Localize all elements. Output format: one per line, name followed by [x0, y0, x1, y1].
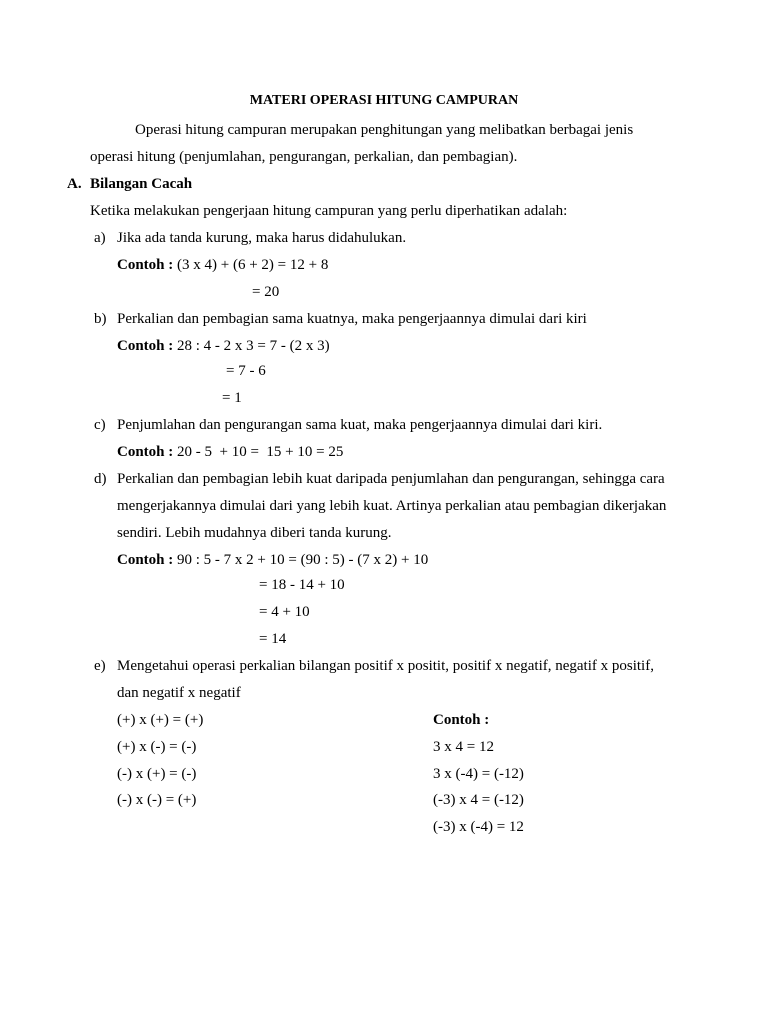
- item-a-example-2: = 20: [252, 284, 280, 300]
- item-b-marker: b): [94, 311, 107, 327]
- item-d-example-2: = 18 - 14 + 10: [259, 577, 345, 593]
- item-a-example: [117, 255, 328, 275]
- sign-rule: (+) x (-) = (-): [117, 739, 197, 755]
- item-d-line-2: mengerjakannya dimulai dari yang lebih kuat. Artinya perkalian atau pembagian dikerjakan: [117, 498, 667, 514]
- document-title: MATERI OPERASI HITUNG CAMPURAN: [249, 93, 519, 108]
- item-d-example: [117, 550, 428, 570]
- intro-line-1: Operasi hitung campuran merupakan penghitungan yang melibatkan berbagai jenis: [135, 122, 634, 138]
- item-e-line-2: dan negatif x negatif: [117, 685, 241, 701]
- item-c-marker: c): [94, 417, 106, 433]
- item-a-marker: a): [94, 230, 106, 246]
- example-label: Contoh :: [117, 338, 174, 354]
- section-a-marker: A.: [67, 176, 82, 192]
- sign-rule: (+) x (+) = (+): [117, 712, 204, 728]
- item-b-text: Perkalian dan pembagian sama kuatnya, maka pengerjaannya dimulai dari kiri: [117, 311, 587, 327]
- section-a-lead: Ketika melakukan pengerjaan hitung campuran yang perlu diperhatikan adalah:: [90, 203, 568, 219]
- item-b-example: [117, 336, 330, 356]
- example-label: Contoh :: [117, 257, 174, 273]
- item-b-example-1: 28 : 4 - 2 x 3 = 7 - (2 x 3): [177, 338, 330, 354]
- item-b-example-3: = 1: [222, 390, 242, 406]
- item-e-line-1: Mengetahui operasi perkalian bilangan positif x positit, positif x negatif, negatif x positif,: [117, 658, 654, 674]
- sign-example: 3 x (-4) = (-12): [433, 766, 524, 782]
- sign-rule: (-) x (+) = (-): [117, 766, 197, 782]
- item-c-example-1: 20 - 5 + 10 = 15 + 10 = 25: [177, 444, 344, 460]
- item-a-text: Jika ada tanda kurung, maka harus didahulukan.: [117, 230, 407, 246]
- item-e-marker: e): [94, 658, 106, 674]
- section-a-heading: Bilangan Cacah: [90, 176, 193, 192]
- sign-example: (-3) x 4 = (-12): [433, 792, 524, 808]
- example-label: Contoh :: [117, 552, 174, 568]
- item-d-example-1: 90 : 5 - 7 x 2 + 10 = (90 : 5) - (7 x 2) + 10: [177, 552, 429, 568]
- item-d-example-4: = 14: [259, 631, 287, 647]
- item-c-text: Penjumlahan dan pengurangan sama kuat, maka pengerjaannya dimulai dari kiri.: [117, 417, 603, 433]
- item-d-marker: d): [94, 471, 107, 487]
- sign-rule: (-) x (-) = (+): [117, 792, 197, 808]
- item-d-example-3: = 4 + 10: [259, 604, 310, 620]
- item-b-example-2: = 7 - 6: [226, 363, 266, 379]
- item-d-line-3: sendiri. Lebih mudahnya diberi tanda kurung.: [117, 525, 392, 541]
- item-a-example-1: (3 x 4) + (6 + 2) = 12 + 8: [177, 257, 329, 273]
- item-d-line-1: Perkalian dan pembagian lebih kuat daripada penjumlahan dan pengurangan, sehingga cara: [117, 471, 665, 487]
- example-label: Contoh :: [117, 444, 174, 460]
- item-e-examples-label: Contoh :: [433, 712, 490, 728]
- item-c-example: [117, 442, 343, 462]
- sign-example: 3 x 4 = 12: [433, 739, 494, 755]
- intro-line-2: operasi hitung (penjumlahan, pengurangan, perkalian, dan pembagian).: [90, 149, 518, 165]
- sign-example: (-3) x (-4) = 12: [433, 819, 524, 835]
